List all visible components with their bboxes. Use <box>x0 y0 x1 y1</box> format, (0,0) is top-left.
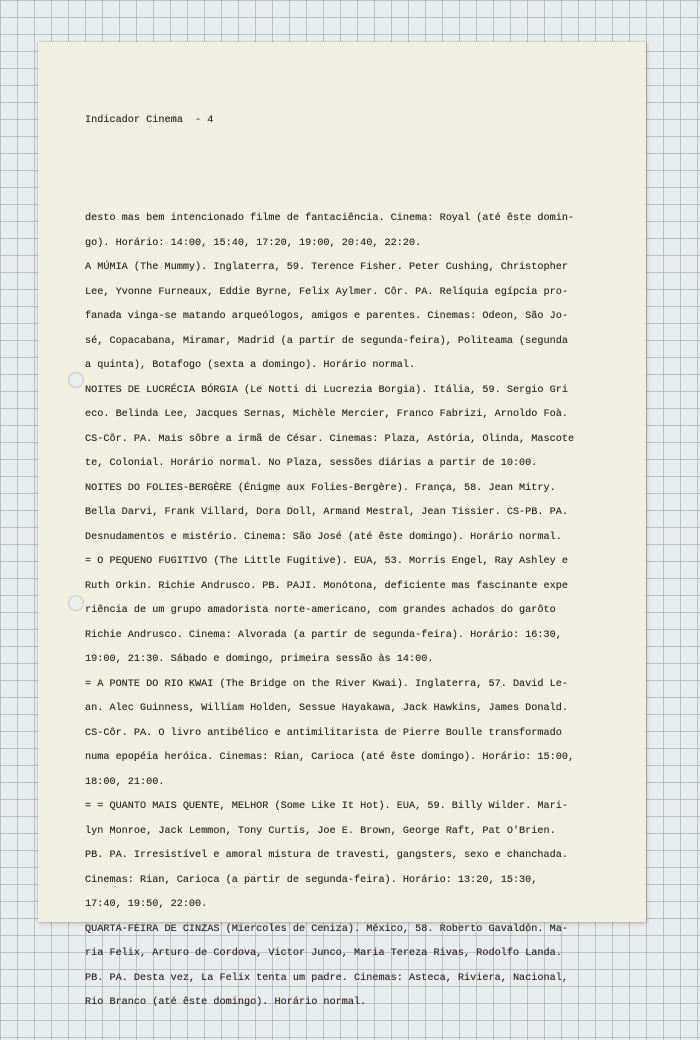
text-line: CS-Côr. PA. Mais sôbre a irmã de César. Cinemas: Plaza, Astória, Olinda, Mascote <box>85 433 575 445</box>
text-line: Richie Andrusco. Cinema: Alvorada (a partir de segunda-feira). Horário: 16:30, <box>85 629 562 641</box>
text-line: ria Felix, Arturo de Cordova, Victor Junco, Maria Tereza Rivas, Rodolfo Landa. <box>85 948 562 959</box>
text-line: NOITES DO FOLIES-BERGÈRE (Énigme aux Folies-Bergère). França, 58. Jean Mitry. <box>85 482 556 494</box>
text-line: A MÚMIA (The Mummy). Inglaterra, 59. Terence Fisher. Peter Cushing, Christopher <box>85 262 568 273</box>
text-line: eco. Belinda Lee, Jacques Sernas, Michèle Mercier, Franco Fabrizi, Arnoldo Foà. <box>85 409 568 420</box>
text-line: lyn Monroe, Jack Lemmon, Tony Curtis, Joe E. Brown, George Raft, Pat O'Brien. <box>85 825 556 837</box>
punch-hole-bottom <box>68 595 84 611</box>
text-line: Cinemas: Rian, Carioca (a partir de segunda-feira). Horário: 13:20, 15:30, <box>85 874 538 886</box>
text-line: = = QUANTO MAIS QUENTE, MELHOR (Some Like It Hot). EUA, 59. Billy Wilder. Mari- <box>85 801 568 812</box>
punch-hole-top <box>68 372 84 388</box>
text-line: numa epopéia heróica. Cinemas: Rian, Carioca (até êste domingo). Horário: 15:00, <box>85 752 575 763</box>
text-line: = A PONTE DO RIO KWAI (The Bridge on the River Kwai). Inglaterra, 57. David Le- <box>85 678 568 690</box>
text-line: Bella Darvi, Frank Villard, Dora Doll, Armand Mestral, Jean Tissier. CS-PB. PA. <box>85 507 568 518</box>
text-line: = O PEQUENO FUGITIVO (The Little Fugitive). EUA, 53. Morris Engel, Ray Ashley e <box>85 556 568 567</box>
text-lines <box>85 207 630 1016</box>
text-line: CS-Côr. PA. O livro antibélico e antimilitarista de Pierre Boulle transformado <box>85 727 562 739</box>
text-line: an. Alec Guinness, William Holden, Sessue Hayakawa, Jack Hawkins, James Donald. <box>85 703 568 714</box>
text-line: fanada vinga-se matando arqueólogos, amigos e parentes. Cinemas: Odeon, São Jo- <box>85 311 568 322</box>
typed-text-block <box>85 60 630 1040</box>
page-header: Indicador Cinema - 4 <box>85 115 214 126</box>
text-line: riência de um grupo amadorista norte-americano, com grandes achados do garôto <box>85 605 556 616</box>
text-line: PB. PA. Desta vez, La Felix tenta um padre. Cinemas: Asteca, Riviera, Nacional, <box>85 972 568 984</box>
text-line: NOITES DE LUCRÉCIA BÓRGIA (Le Notti di Lucrezia Borgia). Itália, 59. Sergio Gri <box>85 384 568 396</box>
text-line: te, Colonial. Horário normal. No Plaza, sessões diárias a partir de 10:00. <box>85 458 538 469</box>
text-line: 17:40, 19:50, 22:00. <box>85 899 208 910</box>
text-line: PB. PA. Irresistível e amoral mistura de travesti, gangsters, sexo e chanchada. <box>85 850 568 861</box>
text-line: Lee, Yvonne Furneaux, Eddie Byrne, Felix Aylmer. Côr. PA. Relíquia egípcia pro- <box>85 286 568 298</box>
text-line: 18:00, 21:00. <box>85 776 165 788</box>
text-line: sé, Copacabana, Miramar, Madrid (a partir de segunda-feira), Politeama (segunda <box>85 335 568 347</box>
text-line: Rio Branco (até êste domingo). Horário normal. <box>85 997 367 1008</box>
text-line: Desnudamentos e mistério. Cinema: São José (até êste domingo). Horário normal. <box>85 531 562 543</box>
text-line: Ruth Orkin. Richie Andrusco. PB. PAJI. Monótona, deficiente mas fascinante expe <box>85 580 568 592</box>
text-line: desto mas bem intencionado filme de fantaciência. Cinema: Royal (até êste domin- <box>85 213 575 224</box>
text-line: a quinta), Botafogo (sexta a domingo). Horário normal. <box>85 360 416 371</box>
text-line: go). Horário: 14:00, 15:40, 17:20, 19:00, 20:40, 22:20. <box>85 237 422 249</box>
text-line: QUARTA-FEIRA DE CINZAS (Miercoles de Ceniza). México, 58. Roberto Gavaldón. Ma- <box>85 923 568 935</box>
text-line: 19:00, 21:30. Sábado e domingo, primeira sessão às 14:00. <box>85 654 434 665</box>
